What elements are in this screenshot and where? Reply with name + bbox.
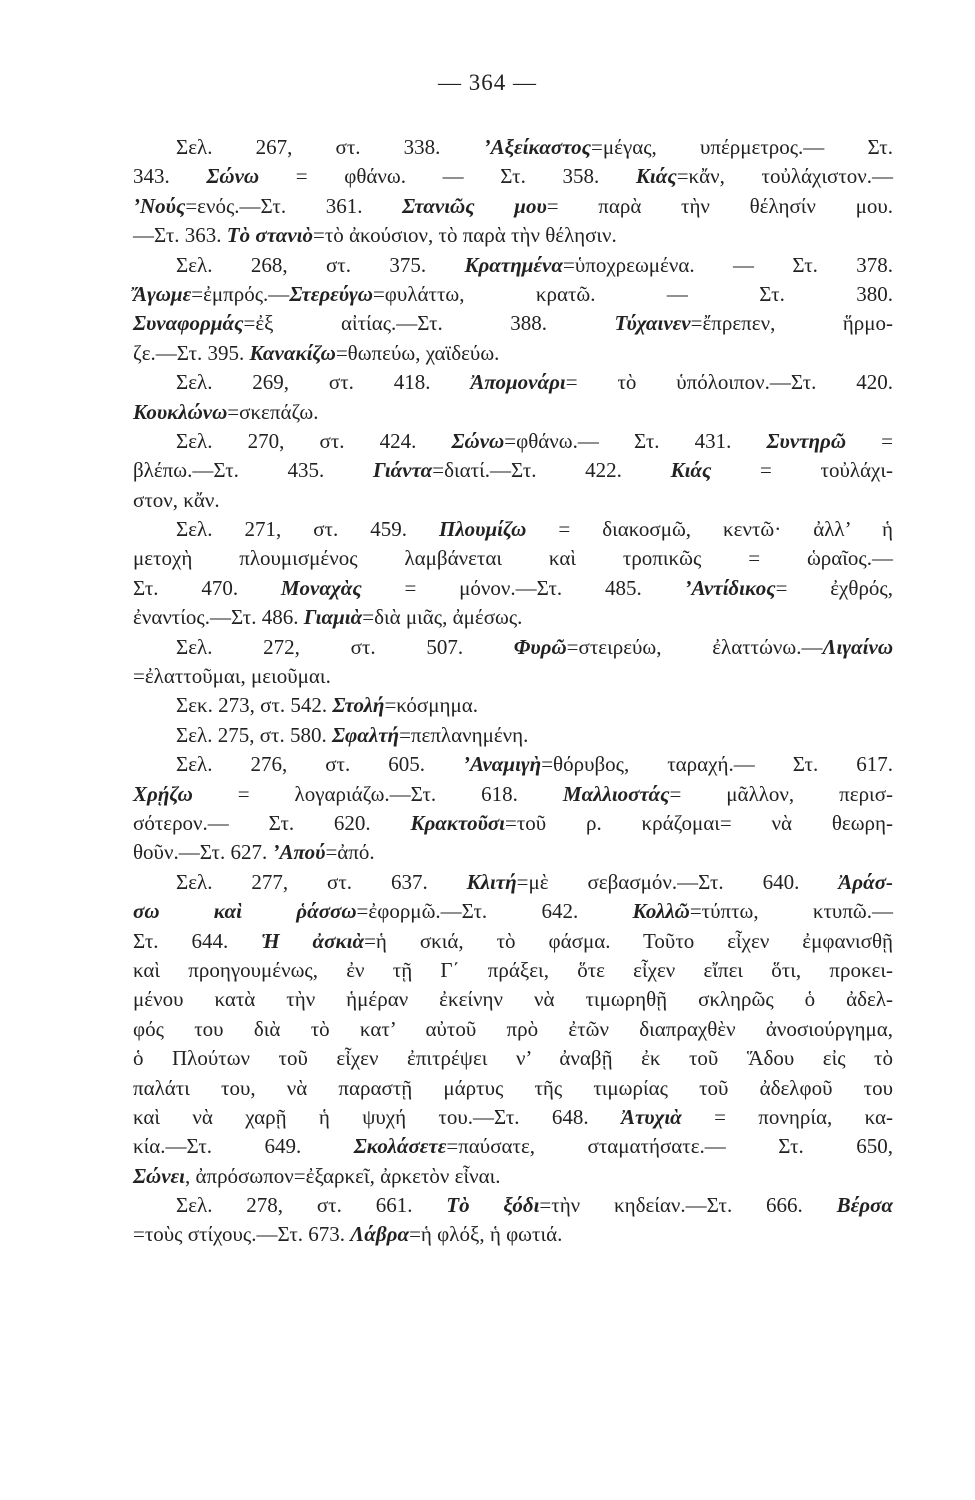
- headword: ’Απού: [272, 840, 326, 865]
- headword: ’Αντίδικος: [684, 575, 776, 600]
- headword: ’Αναμιγὴ: [463, 752, 542, 777]
- glossary-text: [133, 133, 893, 1250]
- headword: Πλουμίζω: [439, 517, 527, 542]
- headword: Τύχαινεν: [614, 311, 691, 336]
- gloss-text: Σελ. 268, στ. 375.: [176, 252, 465, 277]
- gloss-text: =ἐφορμῶ.—Στ. 642.: [356, 899, 633, 924]
- headword: ’Αξείκαστος: [483, 135, 592, 159]
- headword: Κανακίζω: [249, 340, 336, 365]
- text-line: [133, 1044, 893, 1073]
- gloss-text: =ενός.—Στ. 361.: [185, 193, 403, 218]
- gloss-text: =φθάνω.— Στ. 431.: [504, 428, 767, 453]
- gloss-text: Σεκ. 273, στ. 542.: [176, 693, 333, 718]
- headword: Φυρῶ: [513, 634, 567, 659]
- gloss-text: =διὰ μιᾶς, ἀμέσως.: [362, 605, 523, 630]
- headword: Λιγαίνω: [822, 634, 894, 659]
- text-line: [133, 192, 893, 221]
- text-line: [133, 780, 893, 809]
- gloss-text: =ἡ σκιά, τὸ φάσμα. Τοῦτο εἶχεν ἐμφανισθῇ: [364, 928, 893, 953]
- gloss-text: =διατί.—Στ. 422.: [432, 458, 671, 483]
- gloss-text: βλέπω.—Στ. 435.: [133, 458, 373, 483]
- gloss-text: Σελ. 269, στ. 418.: [176, 370, 471, 395]
- headword: Σώνω: [206, 164, 260, 189]
- headword: Συντηρῶ: [766, 428, 847, 453]
- text-line: [133, 133, 893, 162]
- text-line: [133, 221, 893, 250]
- gloss-text: = πονηρία, κα-: [681, 1104, 893, 1129]
- text-line: [133, 398, 893, 427]
- text-line: [133, 868, 893, 897]
- text-line: [133, 956, 893, 985]
- text-line: [133, 927, 893, 956]
- text-line: [133, 427, 893, 456]
- headword: Μοναχὰς: [280, 575, 362, 600]
- gloss-text: =μέγας, υπέρμετρος.— Στ.: [591, 135, 893, 159]
- headword: Τὸ ξόδι: [446, 1193, 540, 1218]
- gloss-text: —Στ. 363.: [133, 223, 227, 248]
- gloss-text: φός του διὰ τὸ κατ’ αὐτοῦ πρὸ ἐτῶν διαπραχθὲν ἀνοσιούργημα,: [133, 1016, 893, 1041]
- headword: Γιάντα: [372, 458, 433, 483]
- gloss-text: = παρὰ τὴν θέλησίν μου.: [546, 193, 893, 218]
- gloss-text: Στ. 470.: [133, 575, 281, 600]
- text-line: [133, 1074, 893, 1103]
- text-line: [133, 544, 893, 573]
- text-line: [133, 1220, 893, 1249]
- headword: Κρατημένα: [464, 252, 563, 277]
- gloss-text: =ἐξ αἰτίας.—Στ. 388.: [243, 311, 615, 336]
- text-line: [133, 809, 893, 838]
- gloss-text: Σελ. 267, στ. 338.: [176, 135, 484, 159]
- gloss-text: =ἐμπρός.—: [191, 281, 290, 306]
- gloss-text: ὁ Πλούτων τοῦ εἶχεν ἐπιτρέψει ν’ ἀναβῇ ἐκ τοῦ Ἅδου εἰς τὸ: [133, 1046, 893, 1071]
- headword: Βέρσα: [836, 1193, 893, 1218]
- gloss-text: Σελ. 277, στ. 637.: [176, 869, 467, 894]
- text-line: [133, 486, 893, 515]
- gloss-text: = μόνον.—Στ. 485.: [361, 575, 685, 600]
- text-line: [133, 574, 893, 603]
- gloss-text: =σκεπάζω.: [227, 399, 319, 424]
- gloss-text: στον, κἄν.: [133, 487, 220, 512]
- headword: Κλιτή: [466, 869, 517, 894]
- gloss-text: Στ. 644.: [133, 928, 262, 953]
- gloss-text: =κἄν, τοὐλάχιστον.—: [676, 164, 894, 189]
- gloss-text: καὶ προηγουμένως, ἐν τῇ Γ΄ πράξει, ὅτε εἶχεν εἴπει ὅτι, προκει-: [133, 957, 893, 982]
- text-line: [133, 1191, 893, 1220]
- headword: Κρακτοῦσι: [410, 810, 506, 835]
- text-line: [133, 368, 893, 397]
- headword: Σκολάσετε: [353, 1134, 447, 1159]
- headword: Συναφορμάς: [133, 311, 244, 336]
- gloss-text: =ἡ φλόξ, ἡ φωτιά.: [409, 1222, 563, 1247]
- gloss-text: =τοὺς στίχους.—Στ. 673.: [133, 1222, 351, 1247]
- text-line: [133, 309, 893, 338]
- gloss-text: Σελ. 278, στ. 661.: [176, 1193, 447, 1218]
- headword: Χρῄζω: [133, 781, 193, 806]
- text-line: [133, 162, 893, 191]
- headword: Ἀπομονάρι: [470, 370, 566, 395]
- gloss-text: 343.: [133, 164, 207, 189]
- headword: Ἀράσ-: [838, 869, 894, 894]
- gloss-text: =πεπλανημένη.: [399, 722, 529, 747]
- gloss-text: = μᾶλλον, περισ-: [669, 781, 894, 806]
- gloss-text: , ἀπρόσωπον=ἐξαρκεῖ, ἀρκετὸν εἶναι.: [184, 1163, 501, 1188]
- text-line: [133, 280, 893, 309]
- headword: Τὸ στανιὸ: [226, 223, 313, 248]
- text-line: [133, 1015, 893, 1044]
- text-line: [133, 456, 893, 485]
- text-line: [133, 1132, 893, 1161]
- text-line: [133, 897, 893, 926]
- headword: Στανιῶς μου: [402, 193, 547, 218]
- gloss-text: =τὴν κηδείαν.—Στ. 666.: [539, 1193, 837, 1218]
- gloss-text: =μὲ σεβασμόν.—Στ. 640.: [516, 869, 839, 894]
- page-number: — 364 —: [438, 70, 537, 95]
- gloss-text: =ὑποχρεωμένα. — Στ. 378.: [563, 252, 893, 277]
- text-line: [133, 339, 893, 368]
- headword: σω καὶ ῥάσσω: [133, 899, 357, 924]
- gloss-text: Σελ. 270, στ. 424.: [176, 428, 452, 453]
- text-line: [133, 838, 893, 867]
- gloss-text: καὶ νὰ χαρῇ ἡ ψυχή του.—Στ. 648.: [133, 1104, 621, 1129]
- gloss-text: = τοὐλάχι-: [711, 458, 893, 483]
- headword: Σώνει: [133, 1163, 185, 1188]
- gloss-text: =ἔπρεπεν, ἥρμο-: [690, 311, 893, 336]
- gloss-text: μένου κατὰ τὴν ἡμέραν ἐκείνην νὰ τιμωρηθῇ σκληρῶς ὁ ἀδελ-: [133, 987, 893, 1012]
- gloss-text: =ἐλαττοῦμαι, μειοῦμαι.: [133, 664, 331, 689]
- text-line: [133, 251, 893, 280]
- headword: Λάβρα: [350, 1222, 410, 1247]
- gloss-text: κία.—Στ. 649.: [133, 1134, 354, 1159]
- text-line: [133, 1103, 893, 1132]
- text-line: [133, 603, 893, 632]
- gloss-text: = διακοσμῶ, κεντῶ· ἀλλ’ ἡ: [526, 517, 893, 542]
- headword: Ἄγωμε: [133, 281, 192, 306]
- gloss-text: = φθάνω. — Στ. 358.: [259, 164, 636, 189]
- gloss-text: Σελ. 271, στ. 459.: [176, 517, 440, 542]
- text-line: [133, 985, 893, 1014]
- gloss-text: =θόρυβος, ταραχή.— Στ. 617.: [541, 752, 894, 777]
- gloss-text: =τοῦ ρ. κράζομαι= νὰ θεωρη-: [505, 810, 893, 835]
- gloss-text: παλάτι του, νὰ παραστῇ μάρτυς τῆς τιμωρίας τοῦ ἀδελφοῦ του: [133, 1075, 893, 1100]
- gloss-text: θοῦν.—Στ. 627.: [133, 840, 273, 865]
- headword: Σώνω: [451, 428, 505, 453]
- text-line: [133, 721, 893, 750]
- text-line: [133, 662, 893, 691]
- headword: Στολή: [332, 693, 385, 718]
- gloss-text: Σελ. 275, στ. 580.: [176, 722, 332, 747]
- gloss-text: =θωπεύω, χαϊδεύω.: [335, 340, 500, 365]
- text-line: [133, 1162, 893, 1191]
- gloss-text: =τύπτω, κτυπῶ.—: [689, 899, 894, 924]
- gloss-text: =κόσμημα.: [384, 693, 479, 718]
- gloss-text: =στειρεύω, ἐλαττώνω.—: [566, 634, 823, 659]
- headword: Κολλῶ: [632, 899, 690, 924]
- headword: Γιαμιὰ: [303, 605, 363, 630]
- gloss-text: Σελ. 272, στ. 507.: [176, 634, 514, 659]
- gloss-text: σότερον.— Στ. 620.: [133, 810, 411, 835]
- text-line: [133, 633, 893, 662]
- gloss-text: = λογαριάζω.—Στ. 618.: [192, 781, 563, 806]
- headword: Στερεύγω: [289, 281, 373, 306]
- gloss-text: Σελ. 276, στ. 605.: [176, 752, 464, 777]
- text-line: [133, 750, 893, 779]
- gloss-text: =τὸ ἀκούσιον, τὸ παρὰ τὴν θέλησιν.: [313, 223, 617, 248]
- gloss-text: =ἀπό.: [325, 840, 375, 865]
- gloss-text: ζε.—Στ. 395.: [133, 340, 250, 365]
- headword: Κιάς: [670, 458, 712, 483]
- headword: Μαλλιοστάς: [562, 781, 670, 806]
- gloss-text: =παύσατε, σταματήσατε.— Στ. 650,: [446, 1134, 893, 1159]
- headword: Σφαλτή: [331, 722, 400, 747]
- gloss-text: μετοχὴ πλουμισμένος λαμβάνεται καὶ τροπικῶς = ὡραῖος.—: [133, 546, 893, 571]
- headword: ’Νούς: [133, 193, 186, 218]
- headword: Κουκλώνω: [133, 399, 228, 424]
- gloss-text: = τὸ ὑπόλοιπον.—Στ. 420.: [565, 370, 894, 395]
- gloss-text: ἐναντίος.—Στ. 486.: [133, 605, 304, 630]
- headword: Κιάς: [635, 164, 677, 189]
- headword: Ἡ ἀσκιὰ: [261, 928, 365, 953]
- headword: Ἀτυχιὰ: [620, 1104, 682, 1129]
- gloss-text: =: [846, 428, 893, 453]
- text-line: [133, 691, 893, 720]
- gloss-text: =φυλάττω, κρατῶ. — Στ. 380.: [372, 281, 893, 306]
- text-line: [133, 515, 893, 544]
- gloss-text: = ἐχθρός,: [775, 575, 893, 600]
